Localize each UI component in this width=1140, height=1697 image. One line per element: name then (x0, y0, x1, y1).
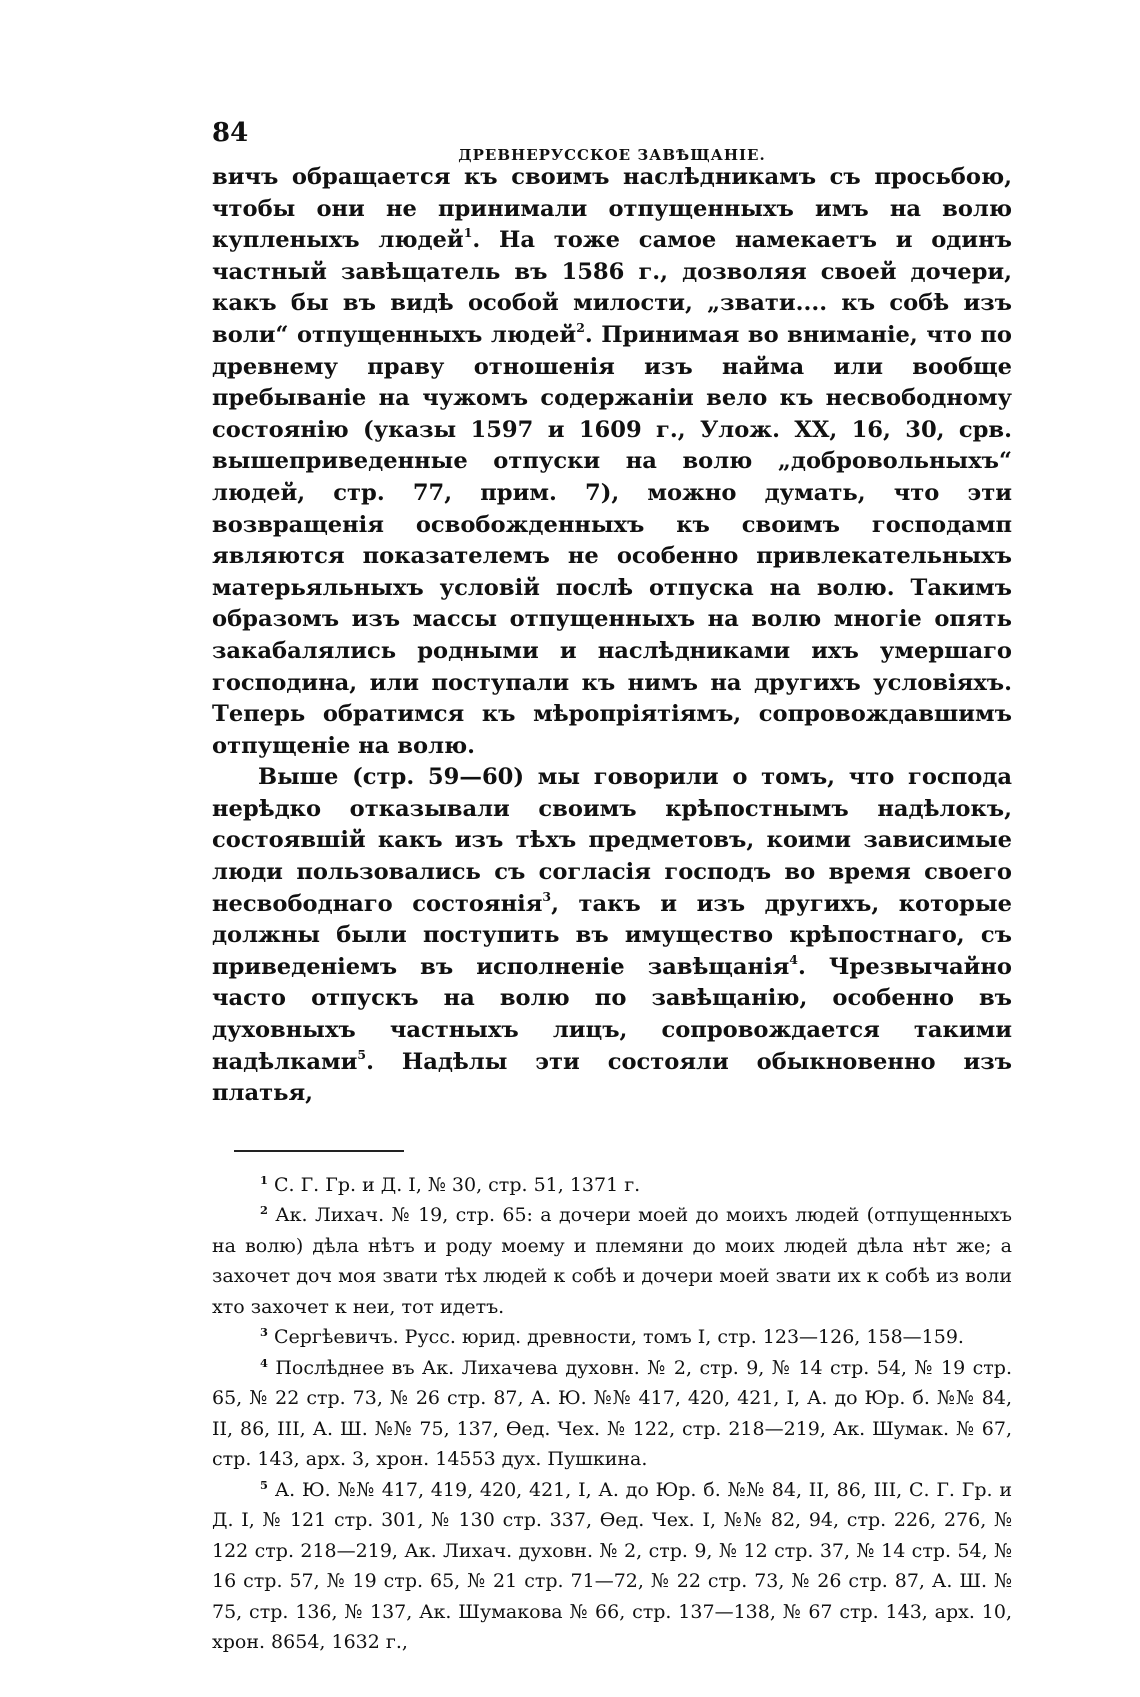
footnote-ref: 1 (463, 225, 473, 241)
footnote-1 (212, 1170, 1012, 1201)
paragraph-1 (212, 162, 1012, 762)
footnote-number: 2 (260, 1203, 268, 1218)
footnote-ref: 3 (542, 888, 552, 904)
footnote-ref: 2 (576, 320, 585, 336)
footnote-number: 5 (260, 1477, 268, 1492)
footnote-number: 1 (260, 1172, 268, 1187)
running-title: ДРЕВНЕРУССКОЕ ЗАВѢЩАНІЕ. (458, 146, 766, 164)
footnote-4 (212, 1353, 1012, 1475)
page-number: 84 (212, 118, 249, 148)
footnote-text: Сергѣевичъ. Русс. юрид. древности, томъ I, стр. 123—126, 158—159. (273, 1326, 964, 1349)
footnote-2 (212, 1200, 1012, 1322)
text-run: вичъ обращается къ своимъ наслѣдникамъ съ просьбою, чтобы они не принимали отпущенныхъ имъ на волю купленыхъ людей (212, 164, 1012, 254)
footnotes (212, 1170, 1012, 1658)
text-run: . Надѣлы эти состояли обыкновенно изъ платья, (212, 1048, 1012, 1107)
footnote-text: А. Ю. №№ 417, 419, 420, 421, I, А. до Юр. б. №№ 84, II, 86, III, С. Г. Гр. и Д. I, № 121 стр. 301, № 130 стр. 337, Ѳед. Чех. I, №№ 82, 94, стр. 226, 276, № 122 стр. 218—219, Ак. Лихач. духовн. № 2, стр. 9, № 12 стр. 37, № 14 стр. 54, № 16 стр. 57, № 19 стр. 65, № 21 стр. 71—72, № 22 стр. 73, № 26 стр. 87, А. Ш. № 75, стр. 136, № 137, Ак. Шумакова № 66, стр. 137—138, № 67 стр. 143, арх. 10, хрон. 8654, 1632 г., (212, 1478, 1012, 1654)
footnote-5 (212, 1475, 1012, 1658)
running-head (212, 118, 1012, 162)
text-run: . Принимая во вниманіе, что по древнему праву отношенія изъ найма или вообще пребываніе на чужомъ содержаніи вело къ несвободному состоянію (указы 1597 и 1609 г., Улож. XX, 16, 30, срв. вышеприведенные отпуски на волю „добровольныхъ“ людей, стр. 77, прим. 7), можно думать, что эти возвращенія освобожденныхъ къ своимъ господамп являются показателемъ не особенно привлекательныхъ матерьяльныхъ условій послѣ отпуска на волю. Такимъ образомъ изъ массы отпущенныхъ на волю многіе опять закабалялись родными и наслѣдниками ихъ умершаго господина, или поступали къ нимъ на другихъ условіяхъ. Теперь обратимся къ мѣропріятіямъ, сопровождавшимъ отпущеніе на волю. (212, 321, 1012, 759)
footnote-number: 4 (260, 1355, 268, 1370)
footnote-text: Послѣднее въ Ак. Лихачева духовн. № 2, стр. 9, № 14 стр. 54, № 19 стр. 65, № 22 стр. 73, № 26 стр. 87, А. Ю. №№ 417, 420, 421, I, А. до Юр. б. №№ 84, II, 86, III, А. Ш. №№ 75, 137, Ѳед. Чех. № 122, стр. 218—219, Ак. Шумак. № 67, стр. 143, арх. 3, хрон. 14553 дух. Пушкина. (212, 1356, 1012, 1471)
text-run: , такъ и изъ другихъ, которые должны были поступить въ имущество крѣпостнаго, съ приведеніемъ въ исполненіе завѣщанія (212, 890, 1012, 980)
text-run: Выше (стр. 59—60) мы говорили о томъ, что господа нерѣдко отказывали своимъ крѣпостнымъ надѣлокъ, состоявшій какъ изъ тѣхъ предметовъ, коими зависимые люди пользовались съ согласія господъ во время своего несвободнаго состоянія (212, 764, 1012, 917)
footnote-ref: 4 (789, 951, 798, 967)
paragraph-2 (212, 762, 1012, 1110)
book-page (212, 118, 1012, 1658)
footnote-divider (234, 1150, 404, 1152)
footnote-text: С. Г. Гр. и Д. I, № 30, стр. 51, 1371 г. (273, 1173, 641, 1196)
text-run: . Чрезвычайно часто отпускъ на волю по завѣщанію, особенно въ духовныхъ частныхъ лицъ, сопровождается такими надѣлками (212, 953, 1012, 1075)
footnote-ref: 5 (357, 1046, 367, 1062)
main-text (212, 162, 1012, 1110)
footnote-3 (212, 1322, 1012, 1353)
text-run: . На тоже самое намекаетъ и одинъ частный завѣщатель въ 1586 г., дозволяя своей дочери, какъ бы въ видѣ особой милости, „звати.... къ собѣ изъ воли“ отпущенныхъ людей (212, 227, 1012, 348)
footnote-number: 3 (260, 1325, 268, 1340)
footnote-text: Ак. Лихач. № 19, стр. 65: а дочери моей до моихъ людей (отпущенныхъ на волю) дѣла нѣтъ и роду моему и племяни до моих людей дѣла нѣт же; а захочет доч моя звати тѣх людей к собѣ и дочери моей звати их к собѣ из воли хто захочет к неи, тот идетъ. (212, 1204, 1013, 1318)
